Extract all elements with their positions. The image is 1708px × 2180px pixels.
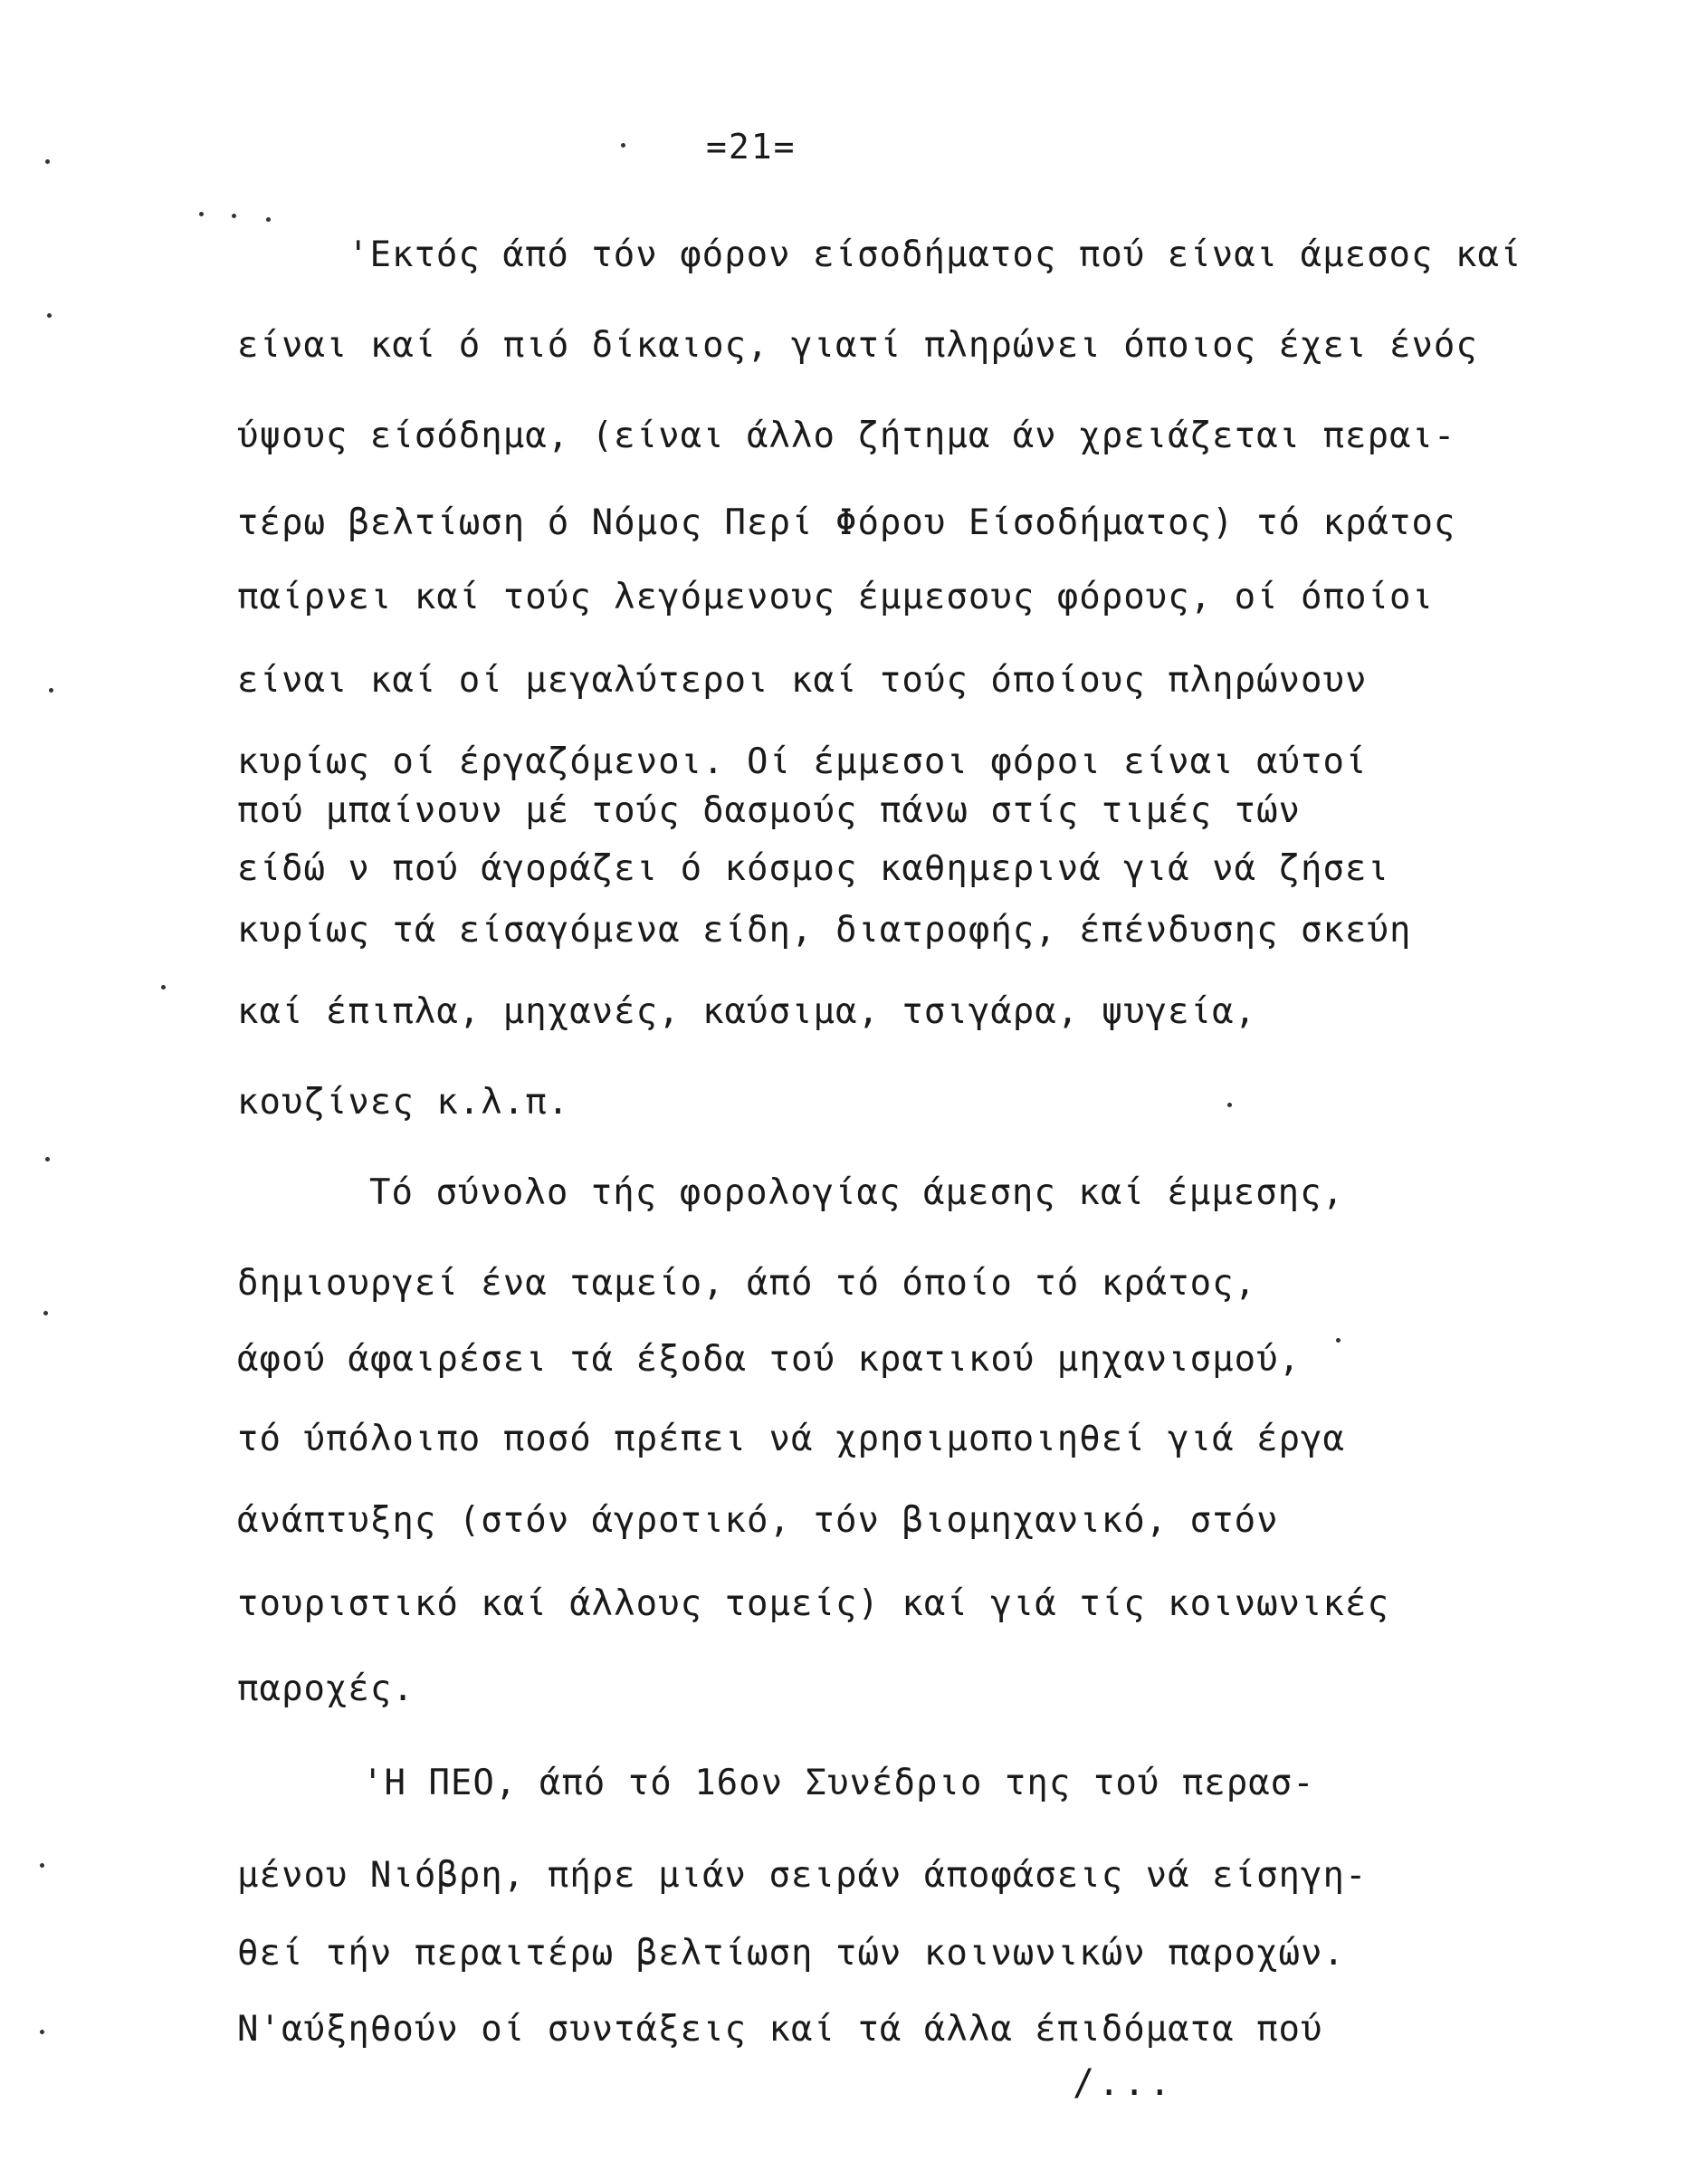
text-line: δημιουργεί ένα ταμείο, άπό τό όποίο τό κράτος, xyxy=(237,1263,1257,1304)
text-line: παίρνει καί τούς λεγόμενους έμμεσους φόρους, οί όποίοι xyxy=(237,577,1434,617)
text-line: κυρίως τά είσαγόμενα είδη, διατροφής, έπένδυσης σκεύη xyxy=(237,910,1412,951)
scan-speck xyxy=(43,1311,48,1315)
text-line: τό ύπόλοιπο ποσό πρέπει νά χρησιμοποιηθεί γιά έργα xyxy=(237,1419,1345,1459)
text-line: παροχές. xyxy=(237,1668,415,1709)
text-line: κυρίως οί έργαζόμενοι. Οί έμμεσοι φόροι είναι αύτοί xyxy=(237,741,1368,782)
text-line: καί έπιπλα, μηχανές, καύσιμα, τσιγάρα, ψυγεία, xyxy=(237,991,1257,1032)
text-line: θεί τήν περαιτέρω βελτίωση τών κοινωνικών παροχών. xyxy=(237,1933,1345,1974)
text-line: άνάπτυξης (στόν άγροτικό, τόν βιομηχανικό, στόν xyxy=(237,1500,1279,1541)
scan-speck xyxy=(621,143,625,148)
scan-speck xyxy=(40,1863,44,1868)
text-line: άφού άφαιρέσει τά έξοδα τού κρατικού μηχανισμού, xyxy=(237,1339,1302,1380)
text-line: πού μπαίνουν μέ τούς δασμούς πάνω στίς τιμές τών xyxy=(237,790,1302,831)
text-line: Ν'αύξηθούν οί συντάξεις καί τά άλλα έπιδόματα πού xyxy=(237,2009,1323,2050)
continuation-mark: /... xyxy=(1073,2062,1175,2104)
text-line: 'Η ΠΕΟ, άπό τό 16ον Συνέδριο της τού περασ- xyxy=(362,1763,1315,1803)
text-line: τέρω βελτίωση ό Νόμος Περί Φόρου Είσοδήματος) τό κράτος xyxy=(237,502,1456,543)
scan-speck xyxy=(45,1157,50,1162)
scan-speck xyxy=(266,217,271,222)
text-line: μένου Νιόβρη, πήρε μιάν σειράν άποφάσεις νά είσηγη- xyxy=(237,1855,1368,1896)
scan-speck xyxy=(1227,1103,1232,1107)
text-line: είδώ ν πού άγοράζει ό κόσμος καθημερινά γιά νά ζήσει xyxy=(237,848,1389,889)
text-line: κουζίνες κ.λ.π. xyxy=(237,1082,570,1123)
scan-speck xyxy=(49,688,53,693)
scan-speck xyxy=(232,214,236,218)
text-line: είναι καί οί μεγαλύτεροι καί τούς όποίους πληρώνουν xyxy=(237,660,1368,701)
scan-speck xyxy=(161,985,166,990)
scan-speck xyxy=(40,2030,44,2034)
text-line: 'Εκτός άπό τόν φόρον είσοδήματος πού είναι άμεσος καί xyxy=(348,234,1522,275)
text-line: τουριστικό καί άλλους τομείς) καί γιά τίς κοινωνικές xyxy=(237,1583,1389,1624)
page-number: =21= xyxy=(706,127,797,167)
text-line: ύψους είσόδημα, (είναι άλλο ζήτημα άν χρειάζεται περαι- xyxy=(237,416,1456,456)
scan-speck xyxy=(199,212,204,216)
scan-speck xyxy=(47,313,52,318)
scan-speck xyxy=(1336,1338,1341,1343)
scan-speck xyxy=(45,159,50,164)
text-line: Τό σύνολο τής φορολογίας άμεσης καί έμμεσης, xyxy=(369,1172,1345,1213)
text-line: είναι καί ό πιό δίκαιος, γιατί πληρώνει όποιος έχει ένός xyxy=(237,325,1478,366)
